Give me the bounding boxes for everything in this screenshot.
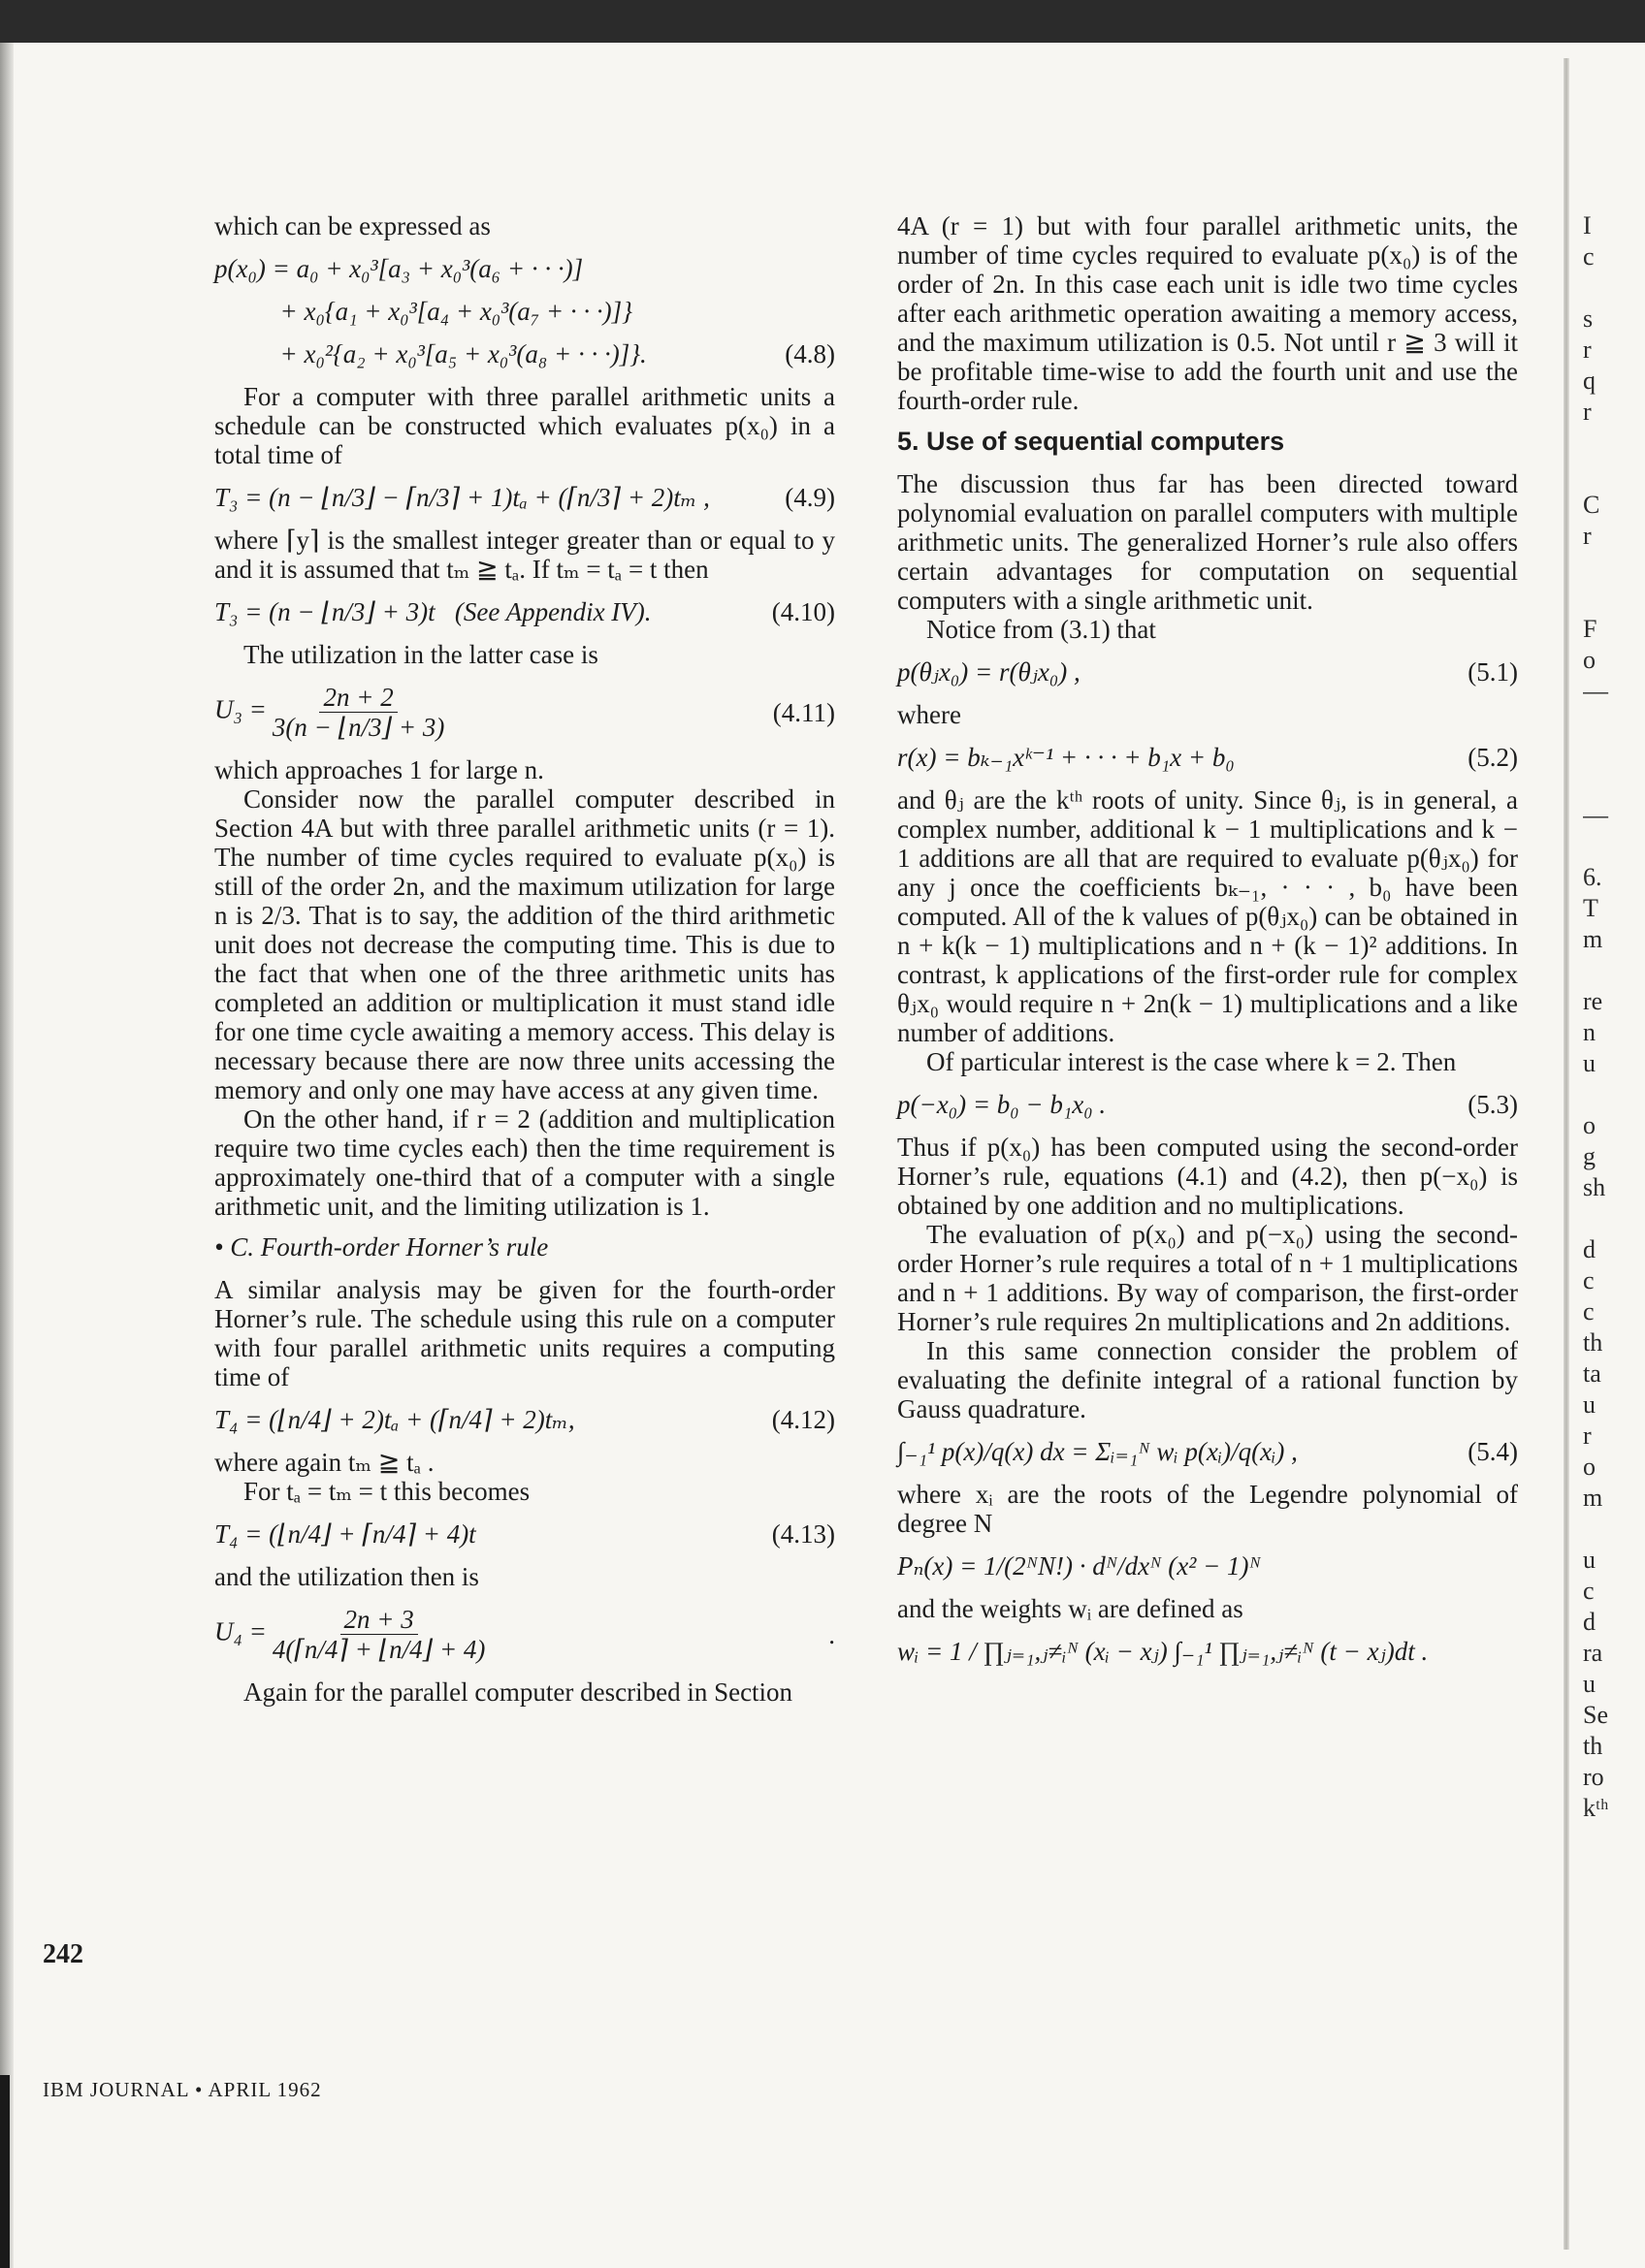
paragraph: 4A (r = 1) but with four parallel arithmetic units, the number of time cycles required to evaluate p(x₀) is of the order of 2n. In this case each unit is idle two time cycles after each arithmetic operation awaiting a memory access, and the maximum utilization is 0.5. Not until r ≧ 3 will it be profitable time-wise to add the fourth unit and use the fourth-order rule. <box>897 211 1518 415</box>
equation <box>214 1405 835 1434</box>
fragment-line <box>1583 739 1645 770</box>
fraction-denominator: 4(⌈n/4⌉ + ⌊n/4⌋ + 4) <box>272 1635 486 1664</box>
paragraph: and the weights wᵢ are defined as <box>897 1594 1243 1623</box>
fraction <box>273 1605 486 1664</box>
fragment-line <box>1583 429 1645 460</box>
fragment-line: q <box>1583 367 1596 395</box>
paragraph: The utilization in the latter case is <box>243 640 598 669</box>
equation-number: (5.2) <box>1468 743 1518 772</box>
equation-number: (4.9) <box>785 483 835 512</box>
equation-body: + x₀²{a₂ + x₀³[a₅ + x₀³(a₈ + · · ·)]}. <box>214 339 647 368</box>
fragment-line: c <box>1583 242 1595 271</box>
fragment-line: r <box>1583 398 1592 426</box>
paragraph: and the utilization then is <box>214 1562 479 1591</box>
fragment-line: kᵗʰ <box>1583 1794 1609 1822</box>
fragment-line: F <box>1583 615 1597 643</box>
equation-number: (4.10) <box>771 597 835 626</box>
paragraph: In this same connection consider the problem of evaluating the definite integral of a rational function by Gauss quadrature. <box>897 1336 1518 1423</box>
fragment-line: I <box>1583 211 1592 240</box>
fraction-lhs: U₃ = <box>214 694 267 724</box>
equation-number: (4.8) <box>785 339 835 368</box>
fragment-line: u <box>1583 1546 1596 1574</box>
equation-number: (5.4) <box>1468 1437 1518 1466</box>
equation <box>214 339 835 368</box>
equation <box>897 1551 1518 1581</box>
fragment-line: n <box>1583 1018 1596 1046</box>
fraction-lhs: U₄ = <box>214 1616 267 1646</box>
fragment-line: m <box>1583 925 1603 953</box>
paragraph: which approaches 1 for large n. <box>214 755 544 784</box>
fragment-line: r <box>1583 1421 1592 1450</box>
fragment-line: u <box>1583 1390 1596 1419</box>
paragraph: Of particular interest is the case where k = 2. Then <box>926 1047 1457 1076</box>
fragment-line: th <box>1583 1732 1603 1760</box>
fragment-line <box>1583 1204 1645 1235</box>
fraction-equation <box>214 683 835 742</box>
equation-number: (5.1) <box>1468 657 1518 687</box>
fragment-line: T <box>1583 894 1598 922</box>
page-gutter <box>1564 58 1569 2250</box>
fragment-line <box>1583 553 1645 584</box>
paragraph: The evaluation of p(x₀) and p(−x₀) using the second-order Horner’s rule requires a total of n + 1 multiplications and n + 1 additions. By way of comparison, the first-order Horner’s rule requires 2n multiplications and 2n additions. <box>897 1220 1518 1336</box>
fragment-line <box>1583 832 1645 863</box>
left-column <box>214 211 835 1707</box>
section-heading: 5. Use of sequential computers <box>897 427 1285 456</box>
paragraph: Again for the parallel computer described in Section <box>243 1677 793 1707</box>
fraction-numerator: 2n + 3 <box>340 1605 418 1635</box>
fragment-line: u <box>1583 1049 1596 1077</box>
fragment-line: Se <box>1583 1701 1608 1729</box>
fragment-line: 6. <box>1583 863 1602 891</box>
fragment-line <box>1583 956 1645 987</box>
equation <box>897 1090 1518 1119</box>
equation <box>897 1637 1518 1666</box>
paragraph: where xᵢ are the roots of the Legendre polynomial of degree N <box>897 1480 1518 1538</box>
paragraph: where ⌈y⌉ is the smallest integer greater than or equal to y and it is assumed that tₘ ≧ tₐ. If tₘ = tₐ = t then <box>214 526 835 584</box>
fraction-denominator: 3(n − ⌊n/3⌋ + 3) <box>272 713 445 742</box>
equation-body: T₃ = (n − ⌊n/3⌋ + 3)t (See Appendix IV). <box>214 597 652 626</box>
fragment-line: o <box>1583 1111 1596 1139</box>
equation-number: . <box>828 1619 835 1649</box>
equation <box>897 743 1518 772</box>
equation-number: (5.3) <box>1468 1090 1518 1119</box>
paragraph: Thus if p(x₀) has been computed using the second-order Horner’s rule, equations (4.1) and (4.2), then p(−x₀) is obtained by one addition and no multiplications. <box>897 1133 1518 1220</box>
paragraph: Notice from (3.1) that <box>926 615 1156 644</box>
fragment-line: c <box>1583 1297 1595 1326</box>
fragment-line: C <box>1583 491 1600 519</box>
equation-number: (4.13) <box>771 1519 835 1549</box>
next-page-fragment <box>1583 211 1645 1825</box>
equation <box>897 1437 1518 1466</box>
equation <box>214 297 835 326</box>
equation-body <box>214 1605 491 1664</box>
fraction <box>273 683 445 742</box>
paragraph: For a computer with three parallel arithmetic units a schedule can be constructed which evaluates p(x₀) in a total time of <box>214 382 835 469</box>
fragment-line: ra <box>1583 1639 1603 1667</box>
fragment-line <box>1583 584 1645 615</box>
journal-footer: IBM JOURNAL • APRIL 1962 <box>43 2078 322 2101</box>
fragment-line <box>1583 1080 1645 1111</box>
equation-body: r(x) = bₖ₋₁xᵏ⁻¹ + · · · + b₁x + b₀ <box>897 743 1235 772</box>
fragment-line: c <box>1583 1577 1595 1605</box>
scan-bottom-edge <box>0 2075 10 2268</box>
equation <box>897 657 1518 687</box>
fragment-line: c <box>1583 1266 1595 1294</box>
paragraph: which can be expressed as <box>214 211 491 240</box>
equation-body: p(x₀) = a₀ + x₀³[a₃ + x₀³(a₆ + · · ·)] <box>214 254 584 283</box>
fragment-line: s <box>1583 304 1594 333</box>
equation-body: ∫₋₁¹ p(x)/q(x) dx = Σᵢ₌₁ᴺ wᵢ p(xᵢ)/q(xᵢ) , <box>897 1437 1298 1466</box>
fragment-line: r <box>1583 522 1592 550</box>
equation-body: wᵢ = 1 / ∏ⱼ₌₁,ⱼ≠ᵢᴺ (xᵢ − xⱼ) ∫₋₁¹ ∏ⱼ₌₁,ⱼ≠ᵢᴺ (t − xⱼ)dt . <box>897 1637 1429 1666</box>
fragment-line: u <box>1583 1670 1596 1698</box>
equation-body: p(θⱼx₀) = r(θⱼx₀) , <box>897 657 1081 687</box>
fragment-line <box>1583 770 1645 801</box>
fragment-line <box>1583 273 1645 304</box>
fragment-line: d <box>1583 1235 1596 1263</box>
equation-body: T₃ = (n − ⌊n/3⌋ − ⌈n/3⌉ + 1)tₐ + (⌈n/3⌉ + 2)tₘ , <box>214 483 710 512</box>
fragment-line: re <box>1583 987 1603 1015</box>
paragraph: where <box>897 700 961 729</box>
equation <box>214 1519 835 1549</box>
scan-left-shadow <box>0 43 14 2268</box>
equation-number: (4.11) <box>772 697 835 727</box>
equation-body: + x₀{a₁ + x₀³[a₄ + x₀³(a₇ + · · ·)]} <box>214 297 632 326</box>
fragment-line: o <box>1583 646 1596 674</box>
equation-body: T₄ = (⌊n/4⌋ + ⌈n/4⌉ + 4)t <box>214 1519 476 1549</box>
fragment-line: g <box>1583 1142 1596 1170</box>
paragraph: Consider now the parallel computer described in Section 4A but with three parallel arithmetic units (r = 1). The number of time cycles required to evaluate p(x₀) is still of the order 2n, and the maximum utilization for large n is 2/3. That is to say, the addition of the third arithmetic unit does not decrease the computing time. This is due to the fact that when one of the three arithmetic units has completed an addition or multiplication it must stand idle for one time cycle awaiting a memory access. This delay is necessary because there are now three units accessing the memory and only one may have access at any given time. <box>214 784 835 1104</box>
paragraph: The discussion thus far has been directed toward polynomial evaluation on parallel computers with multiple arithmetic units. The generalized Horner’s rule also offers certain advantages for computation on sequential computers with a single arithmetic unit. <box>897 469 1518 615</box>
equation <box>214 254 835 283</box>
fragment-line <box>1583 708 1645 739</box>
equation-body <box>214 683 450 742</box>
paragraph: On the other hand, if r = 2 (addition and multiplication require two time cycles each) then the time requirement is approximately one-third that of a computer with a single arithmetic unit, and the limiting utilization is 1. <box>214 1104 835 1221</box>
paragraph: A similar analysis may be given for the fourth-order Horner’s rule. The schedule using this rule on a computer with four parallel arithmetic units requires a computing time of <box>214 1275 835 1391</box>
equation <box>214 597 835 626</box>
fragment-line: th <box>1583 1328 1603 1357</box>
paragraph: For tₐ = tₘ = t this becomes <box>243 1477 531 1506</box>
page-number: 242 <box>43 1939 83 1969</box>
equation-body: p(−x₀) = b₀ − b₁x₀ . <box>897 1090 1107 1119</box>
fragment-line: ta <box>1583 1359 1601 1388</box>
fragment-line: — <box>1583 801 1608 829</box>
fragment-line: d <box>1583 1608 1596 1636</box>
paragraph: where again tₘ ≧ tₐ . <box>214 1448 435 1477</box>
fraction-equation <box>214 1605 835 1664</box>
paragraph: and θⱼ are the kᵗʰ roots of unity. Since θⱼ, is in general, a complex number, additional k − 1 multiplications and k − 1 additions are all that are required to evaluate p(θⱼx₀) for any j once the coefficients bₖ₋₁, · · · , b₀ have been computed. All of the k values of p(θⱼx₀) can be obtained in n + k(k − 1) multiplications and n + (k − 1)² additions. In contrast, k applications of the first-order rule for complex θⱼx₀ would require n + 2n(k − 1) multiplications and a like number of additions. <box>897 785 1518 1047</box>
fragment-line: ro <box>1583 1763 1604 1791</box>
scan-top-border <box>0 0 1645 43</box>
fraction-numerator: 2n + 2 <box>319 683 397 713</box>
fragment-line: r <box>1583 335 1592 364</box>
fragment-line <box>1583 460 1645 491</box>
fragment-line <box>1583 1515 1645 1546</box>
equation-body: Pₙ(x) = 1/(2ᴺN!) · dᴺ/dxᴺ (x² − 1)ᴺ <box>897 1551 1261 1581</box>
equation-number: (4.12) <box>771 1405 835 1434</box>
equation-body: T₄ = (⌊n/4⌋ + 2)tₐ + (⌈n/4⌉ + 2)tₘ, <box>214 1405 575 1434</box>
fragment-line: o <box>1583 1453 1596 1481</box>
fragment-line: sh <box>1583 1173 1606 1201</box>
fragment-line: m <box>1583 1484 1603 1512</box>
subsection-heading: • C. Fourth-order Horner’s rule <box>214 1232 549 1262</box>
right-column <box>897 211 1518 1679</box>
equation <box>214 483 835 512</box>
fragment-line: — <box>1583 677 1608 705</box>
